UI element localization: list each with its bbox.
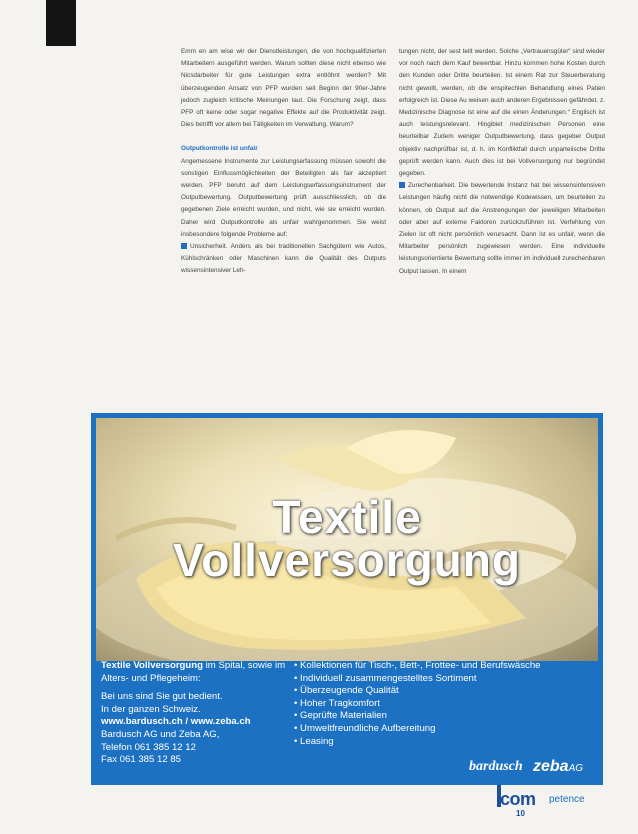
article-column-right — [399, 46, 605, 278]
ad-fax: Fax 061 385 12 85 — [101, 754, 182, 766]
paragraph — [399, 180, 605, 278]
bullet-square-icon — [399, 182, 405, 188]
ad-tagline-2: In der ganzen Schweiz. — [101, 703, 201, 715]
ad-feature-item: • Hoher Tragkomfort — [294, 697, 381, 709]
ad-logos — [469, 756, 599, 778]
paragraph-text: Zurechenbarkeit. Die bewertende Instanz hat bei wissensintensiven Leistungen häufig nicht die notwendige Kodewissen, um beurteilen zu können, ob Output auf die Anstrengungen der jeweiligen Mitarbeiten oder aber auf externe Faktoren zurückzuführen ist. Verfehlung von Zielen ist oft nicht persönlich verursacht. Dann ist es unfair, wenn die Mitarbeiter persönlich zugewiesen werden. Eine individuelle leistungsorientierte Bewertung sollte immer im individuell zurechenbaren Output lassen. In einem — [399, 182, 605, 275]
ad-intro-bold: Textile Vollversorgung — [101, 660, 203, 671]
bardusch-logo: bardusch — [469, 759, 523, 774]
ad-feature-item: • Überzeugende Qualität — [294, 685, 399, 697]
ad-intro — [101, 660, 291, 685]
paragraph: tungen nicht, der sest teilt werden. Solche „Vertrauensgüter“ sind wieder vor noch nach dem Kauf bewertbar. Hinzu kommen hohe Kosten durch den Kunden oder Dritte beurteilen. Ist einem Rat zur Steuerberatung nicht gewollt, werden, ob die enspitechlen Behandlung eines Patien erfolgreich ist. Diese Au weisen auch anderen Ergebnissen gefährdet. z. Medizinische Diagnose ist eine auf die einen Änderungen.“ Englisch ist auch leistungsrelevant. Hingibiet medizinischen Personen eine beurteilbar Zudem weniger Outputbewertung, dass gegeber Output objektiv nachprüfbar ist, d. h. im Konfliktfall durch unparteiische Dritte geprüft werden kann. Auch dies ist bei Vollversorgung nur begründet gegeben. — [399, 48, 605, 178]
paragraph: Emm en am wise wir der Dienstleistungen, die von hochqualifizierten Mitarbeitern ausgeführt werden. Warum sollten diese nicht ebenso wie Nicsdarbeiter für gute Leistungen extra entlöhnt werden? Mit überzeugenden Ansatz von PFP wurden seit Beginn der 90er-Jahre jedoch zugleich kritische Meinungen laut. Die Forschung zeigt, dass PFP oft keine oder sogar negative Effekte auf die Produktivität zeigt. Dies betrifft vor allem bei Tätigkeiten im Verwaltung. Warum? — [181, 48, 386, 129]
corner-mark — [46, 0, 76, 46]
ad-feature-item: • Umweltfreundliche Aufbereitung — [294, 722, 436, 734]
paragraph — [181, 241, 386, 278]
ad-feature-item: • Kollektionen für Tisch-, Bett-, Frottee- und Berufswäsche — [294, 660, 541, 671]
zeba-logo — [533, 758, 583, 776]
article-column-left — [181, 46, 386, 278]
zeba-logo-suffix: AG — [568, 763, 584, 774]
ad-feature-item: • Individuell zusammengestelltes Sortiment — [294, 672, 477, 684]
section-heading: Outputkontrolle ist unfair — [181, 145, 258, 153]
bullet-square-icon — [181, 243, 187, 249]
ad-feature-item: • Geprüfte Materialien — [294, 710, 387, 722]
page-number: 10 — [516, 809, 525, 818]
ad-url-links[interactable]: www.bardusch.ch / www.zeba.ch — [101, 716, 251, 728]
ad-intro-rest: im Spital, sowie im Alters- und Pflegeheim: — [101, 660, 286, 684]
ad-headline-line2: Vollversorgung — [173, 534, 521, 586]
paragraph-text: Unsicherheit. Anders als bei traditionellen Sachgütern wie Autos, Kühlschränken oder Maschinen kann die Qualität des Outputs wissensintensiver Leh- — [181, 243, 386, 275]
magazine-logo-prefix: com — [500, 789, 536, 809]
ad-phone: Telefon 061 385 12 12 — [101, 741, 196, 753]
ad-headline-line1: Textile — [272, 491, 422, 543]
ad-tagline: Bei uns sind Sie gut bedient. — [101, 691, 223, 703]
magazine-logo — [497, 785, 607, 825]
ad-companies: Bardusch AG und Zeba AG, — [101, 728, 220, 740]
ad-feature-item: • Leasing — [294, 735, 334, 747]
ad-photo — [96, 418, 598, 661]
ad-feature-list — [294, 660, 599, 748]
advertisement — [91, 413, 603, 785]
ad-urls[interactable] — [101, 716, 291, 729]
paragraph: Angemessene Instrumente zur Leistungserfassung müssen sowohl die sonstigen Einflussmöglichkeiten der Beteiligten als fair akzeptiert werden. PFP beruht auf dem Leistungserfassungsinstrument der Outputbewertung. Outputbewertung prüft ausschliesslich, ob die gegebenen Ziele erreicht wurden, und nicht, wie sie erreicht wurden. Daher wird Outputkontrolle als unfair wahrgenommen. Sie weist insbesondere folgende Probleme auf: — [181, 157, 386, 238]
magazine-logo-suffix: petence — [549, 794, 585, 805]
ad-contact-block — [101, 660, 291, 767]
zeba-logo-text: zeba — [533, 758, 569, 775]
